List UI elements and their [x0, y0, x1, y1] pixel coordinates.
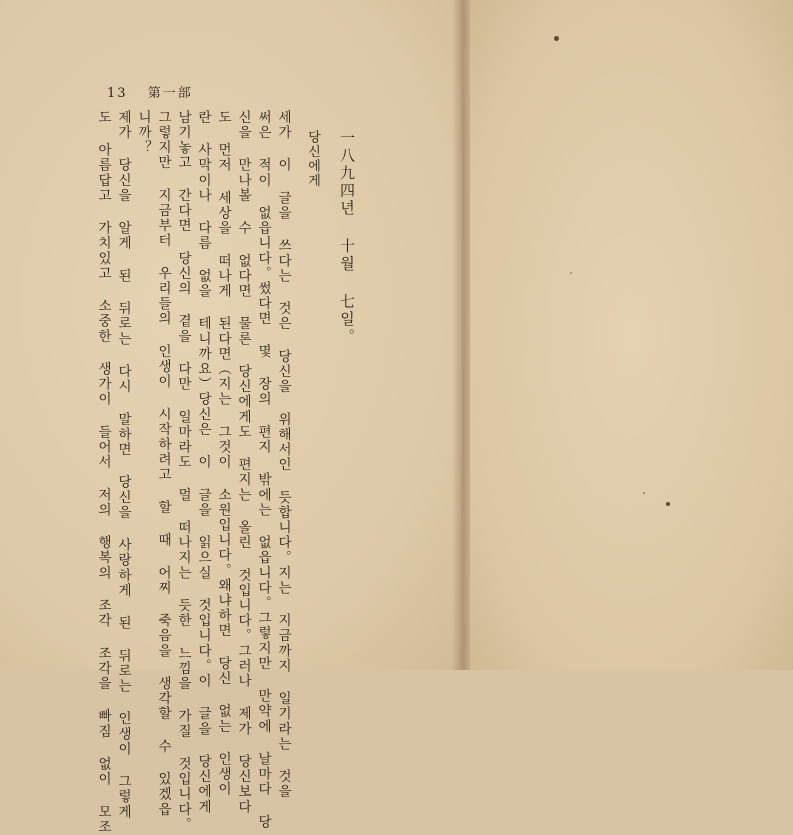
paper-spot: [666, 502, 670, 506]
right-page: [470, 0, 793, 670]
paper-spot: [554, 36, 559, 41]
page-number: 13: [107, 86, 128, 101]
page-header: [107, 82, 193, 101]
text-column: 신을 만나볼 수 없다면 물론 당신에게도 편지는 올린 것입니다。그러나 제가 당신보다: [235, 110, 251, 815]
text-column: 남기놓고 간다면 당신의 곁을 다만 일마라도 멀 떠나지는 듯한 느낌을 가질 것입니다。: [175, 110, 191, 833]
letter-title: 당신에게: [305, 130, 320, 189]
text-column: 니까？: [135, 110, 151, 156]
paper-spot: [570, 272, 572, 274]
text-column: 써은 적이 없읍니다。썼다면 몇 장의 편지 밖에는 없읍니다。그렇지만 만약에 날마다 당: [255, 110, 271, 830]
text-column: 제가 당신을 알게 된 뒤로는 다시 말하면 당신을 사랑하게 된 뒤로는 인생이 그렇게: [115, 110, 131, 820]
paper-spot: [643, 492, 645, 494]
text-column: 란 사막이나 다름 없을 테니까요）당신은 이 글을 읽으실 것입니다。이 글을 당신에게: [195, 110, 211, 815]
text-column: 그렇지만 지금부터 우리들의 인생이 시작하려고 할 때 어찌 죽음을 생각할 수 있겠읍: [155, 110, 171, 817]
text-column: 세가 이 글을 쓰다는 것은 당신을 위해서인 듯합니다。지는 지금까지 일기라는 것을: [275, 110, 291, 800]
book-gutter: [452, 0, 472, 670]
date-line: 一八九四년 十월 七일。: [338, 130, 356, 346]
text-column: 도 먼저 세상을 떠나게 된다면（지는 그것이 소원입니다。왜냐하면 당신 없는 인생이: [215, 110, 231, 797]
section-title: 第一部: [147, 86, 193, 101]
text-column: 도 아름답고 가치있고 소중한 생가이 들어서 저의 행복의 조각 조각을 빠짐 없이 모조: [95, 110, 111, 835]
